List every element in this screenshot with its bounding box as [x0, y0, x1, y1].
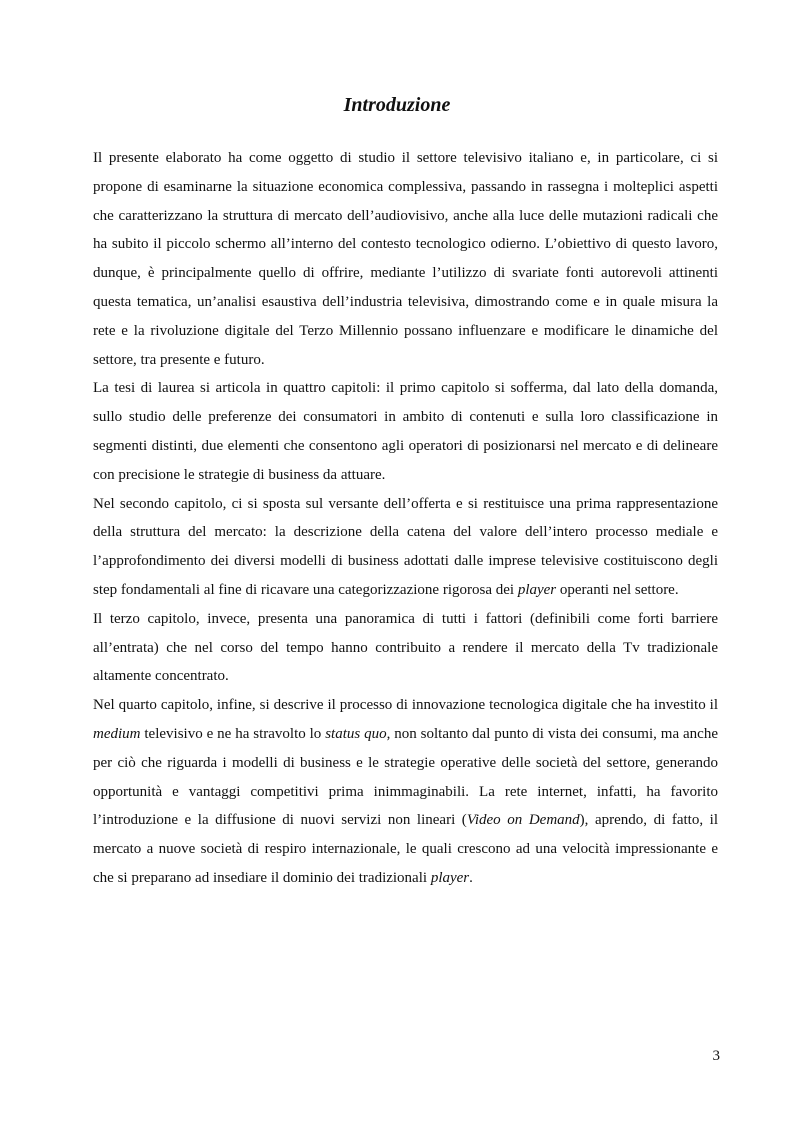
- italic-term: Video on Demand: [466, 812, 580, 829]
- text-run: ), aprendo, di fatto, il mercato a nuove società di respiro internazionale, le quali crescono ad una velocità impressionante e che si preparano ad insediare il dominio dei tradizionali: [93, 812, 719, 886]
- paragraph: [93, 144, 718, 374]
- italic-term: player: [430, 869, 470, 886]
- paragraph: [93, 605, 718, 691]
- text-run: operanti nel settore.: [556, 581, 679, 598]
- paragraph: [93, 691, 718, 893]
- text-run: La tesi di laurea si articola in quattro capitoli: il primo capitolo si sofferma, dal lato della domanda, sullo studio delle preferenze dei consumatori in ambito di contenuti e sulla loro classificazione in segmenti distinti, due elementi che consentono agli operatori di posizionarsi nel mercato e di delineare con precisione le strategie di business da attuare.: [93, 380, 718, 483]
- text-run: televisivo e ne ha stravolto lo: [140, 725, 326, 742]
- text-run: .: [469, 869, 473, 886]
- italic-term: player: [517, 581, 557, 598]
- text-run: , non soltanto dal punto di vista dei consumi, ma anche per ciò che riguarda i modelli di business e le strategie operative delle società del settore, generando opportunità e vantaggi competitivi prima inimmaginabili. La rete internet, infatti, ha favorito l’introduzione e la diffusione di nuovi servizi non lineari (: [93, 725, 718, 829]
- italic-term: status quo: [325, 725, 387, 742]
- italic-term: medium: [93, 725, 141, 742]
- page-title: Introduzione: [343, 94, 451, 116]
- text-run: Il presente elaborato ha come oggetto di studio il settore televisivo italiano e, in particolare, ci si propone di esaminarne la situazione economica complessiva, passando in rassegna i molteplici aspetti che caratterizzano la struttura di mercato dell’audiovisivo, anche alla luce delle mutazioni radicali che ha subito il piccolo schermo all’interno del contesto tecnologico odierno. L’obiettivo di questo lavoro, dunque, è principalmente quello di offrire, mediante l’utilizzo di svariate fonti autorevoli attinenti questa tematica, un’analisi esaustiva dell’industria televisiva, dimostrando come e in quale misura la rete e la rivoluzione digitale del Terzo Millennio possano influenzare e modificare le dinamiche del settore, tra presente e futuro.: [93, 150, 718, 368]
- paragraph: [93, 490, 718, 605]
- text-run: Nel secondo capitolo, ci si sposta sul versante dell’offerta e si restituisce una prima rappresentazione della struttura del mercato: la descrizione della catena del valore dell’intero processo mediale e l’approfondimento dei diversi modelli di business adottati dalle imprese televisive costituiscono degli step fondamentali al fine di ricavare una categorizzazione rigorosa dei: [93, 495, 718, 598]
- page-number: 3: [712, 1048, 720, 1064]
- text-run: Il terzo capitolo, invece, presenta una panoramica di tutti i fattori (definibili come forti barriere all’entrata) che nel corso del tempo hanno contribuito a rendere il mercato della Tv tradizionale altamente concentrato.: [93, 610, 718, 685]
- paragraph: [93, 374, 718, 489]
- text-run: Nel quarto capitolo, infine, si descrive il processo di innovazione tecnologica digitale che ha investito il: [93, 697, 718, 714]
- body-text: [93, 144, 718, 893]
